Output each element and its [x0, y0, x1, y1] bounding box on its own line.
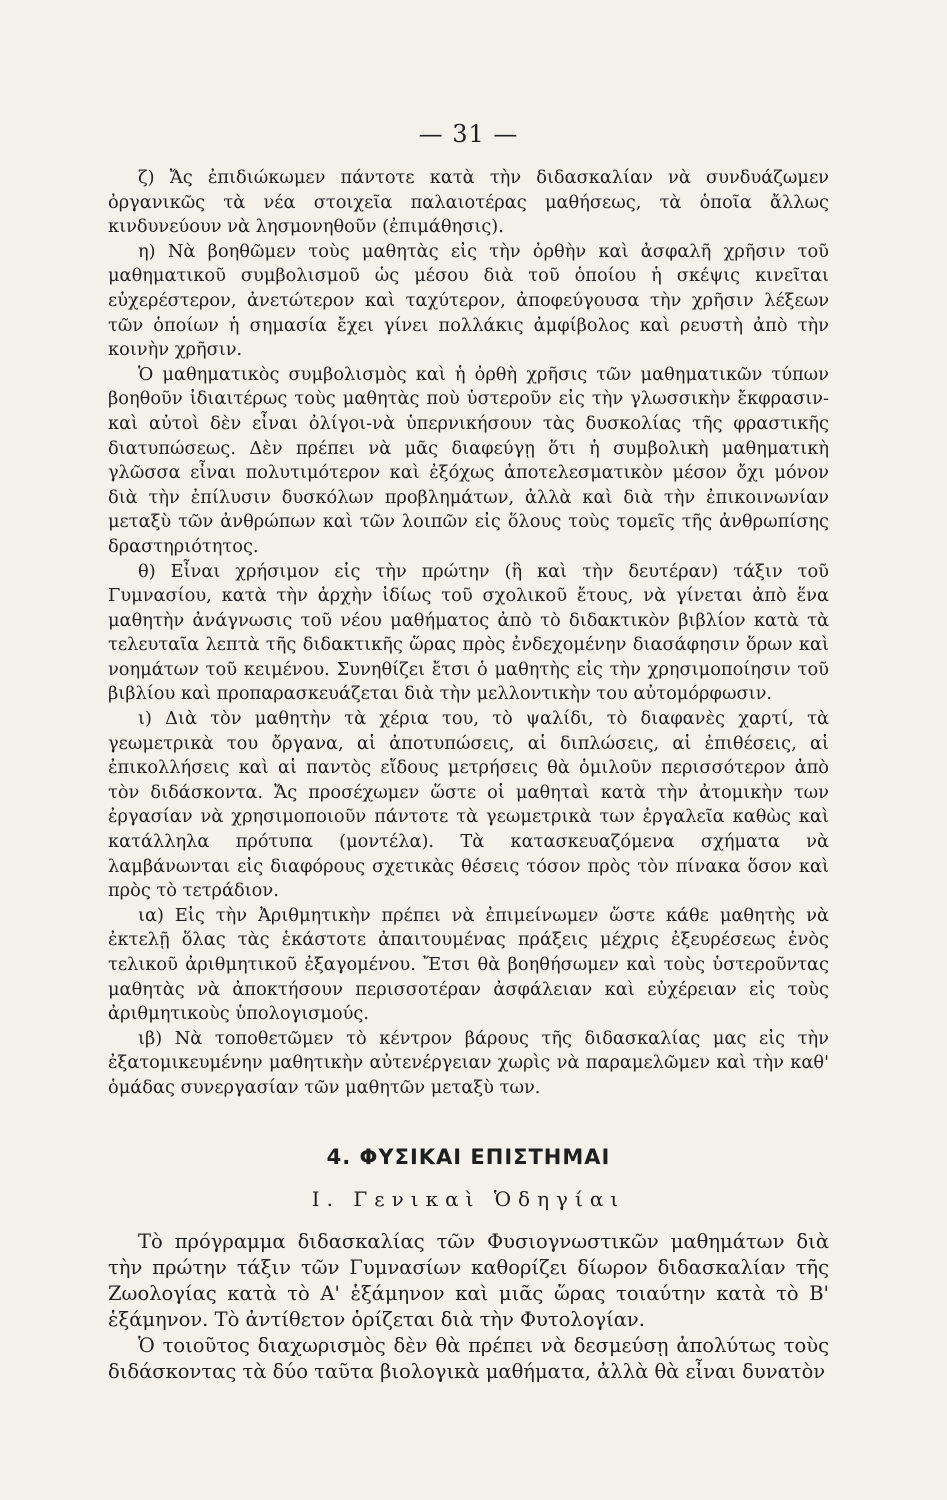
section-paragraph-program: Τὸ πρόγραμμα διδασκαλίας τῶν Φυσιογνωστικῶν μαθημάτων διὰ τὴν πρώτην τάξιν τῶν Γυμνασίων καθορίζει δίωρον διδασκαλίαν τῆς Ζωολογίας κατὰ τὸ Α' ἑξάμηνον καὶ μιᾶς ὥρας τοιαύτην κατὰ τὸ Β' ἑξάμηνον. Τὸ ἀντίθετον ὁρίζεται διὰ τὴν Φυτολογίαν. [108, 1229, 829, 1331]
paragraph-theta: θ) Εἶναι χρήσιμον εἰς τὴν πρώτην (ἢ καὶ τὴν δευτέραν) τάξιν τοῦ Γυμνασίου, κατὰ τὴν ἀρχὴν ἰδίως τοῦ σχολικοῦ ἔτους, νὰ γίνεται ἀπὸ ἕνα μαθητὴν ἀνάγνωσις τοῦ νέου μαθήματος ἀπὸ τὸ διδακτικὸν βιβλίον κατὰ τὰ τελευταῖα λεπτὰ τῆς διδακτικῆς ὥρας πρὸς ἐνδεχομένην διασάφησιν ὅρων καὶ νοημάτων τοῦ κειμένου. Συνηθίζει ἔτσι ὁ μαθητὴς εἰς τὴν χρησιμοποίησιν τοῦ βιβλίου καὶ προπαρασκευάζεται διὰ τὴν μελλοντικὴν του αὐτομόρφωσιν. [108, 560, 829, 705]
paragraph-zeta: ζ) Ἄς ἐπιδιώκωμεν πάντοτε κατὰ τὴν διδασκαλίαν νὰ συνδυάζωμεν ὀργανικῶς τὰ νέα στοιχεῖα παλαιοτέρας μαθήσεως, τὰ ὁποῖα ἄλλως κινδυνεύουν νὰ λησμονηθοῦν (ἐπιμάθησις). [108, 167, 829, 238]
page-number: — 31 — [418, 120, 519, 148]
section-paragraph-separation: Ὁ τοιοῦτος διαχωρισμὸς δὲν θὰ πρέπει νὰ δεσμεύσῃ ἀπολύτως τοὺς διδάσκοντας τὰ δύο ταῦτα βιολογικὰ μαθήματα, ἀλλὰ θὰ εἶναι δυνατὸν [108, 1333, 829, 1383]
paragraph-iota: ι) Διὰ τὸν μαθητὴν τὰ χέρια του, τὸ ψαλίδι, τὸ διαφανὲς χαρτί, τὰ γεωμετρικὰ του ὄργανα, αἱ ἀποτυπώσεις, αἱ διπλώσεις, αἱ ἐπιθέσεις, αἱ ἐπικολλήσεις καὶ αἱ παντὸς εἴδους μετρήσεις θὰ ὁμιλοῦν περισσότερον ἀπὸ τὸν διδάσκοντα. Ἄς προσέχωμεν ὥστε οἱ μαθηταὶ κατὰ τὴν ἀτομικὴν των ἐργασίαν νὰ χρησιμοποιοῦν πάντοτε τὰ γεωμετρικὰ των ἐργαλεῖα καθὼς καὶ κατάλληλα πρότυπα (μοντέλα). Τὰ κατασκευαζόμενα σχήματα νὰ λαμβάνωνται εἰς διαφόρους σχετικὰς θέσεις τόσον πρὸς τὸν πίνακα ὅσον καὶ πρὸς τὸ τετράδιον. [108, 708, 829, 902]
subsection-title: Ι. Γενικαὶ Ὁδηγίαι [311, 1186, 626, 1211]
section-title: 4. ΦΥΣΙΚΑΙ ΕΠΙΣΤΗΜΑΙ [326, 1144, 611, 1169]
paragraph-iota-beta: ιβ) Νὰ τοποθετῶμεν τὸ κέντρον βάρους τῆς διδασκαλίας μας εἰς τὴν ἐξατομικευμένην μαθητικὴν αὐτενέργειαν χωρὶς νὰ παραμελῶμεν καὶ τὴν καθ' ὁμάδας συνεργασίαν τῶν μαθητῶν μεταξὺ των. [108, 1027, 829, 1098]
paragraph-iota-alpha: ια) Εἰς τὴν Ἀριθμητικὴν πρέπει νὰ ἐπιμείνωμεν ὥστε κάθε μαθητὴς νὰ ἐκτελῇ ὅλας τὰς ἑκάστοτε ἀπαιτουμένας πράξεις μέχρις ἐξευρέσεως ἑνὸς τελικοῦ ἀριθμητικοῦ ἐξαγομένου. Ἔτσι θὰ βοηθήσωμεν καὶ τοὺς ὑστεροῦντας μαθητὰς νὰ ἀποκτήσουν περισσοτέραν ἀσφάλειαν καὶ εὐχέρειαν εἰς τοὺς ἀριθμητικοὺς ὑπολογισμούς. [108, 904, 829, 1025]
paragraph-eta: η) Νὰ βοηθῶμεν τοὺς μαθητὰς εἰς τὴν ὀρθὴν καὶ ἀσφαλῆ χρῆσιν τοῦ μαθηματικοῦ συμβολισμοῦ ὡς μέσου διὰ τοῦ ὁποίου ἡ σκέψις κινεῖται εὐχερέστερον, ἀνετώτερον καὶ ταχύτερον, ἀποφεύγουσα τὴν χρῆσιν λέξεων τῶν ὁποίων ἡ σημασία ἔχει γίνει πολλάκις ἀμφίβολος καὶ ρευστὴ ἀπὸ τὴν κοινὴν χρῆσιν. [108, 240, 829, 361]
paragraph-symbolism: Ὁ μαθηματικὸς συμβολισμὸς καὶ ἡ ὀρθὴ χρῆσις τῶν μαθηματικῶν τύπων βοηθοῦν ἰδιαιτέρως τοὺς μαθητὰς ποὺ ὑστεροῦν εἰς τὴν γλωσσικὴν ἔκφρασιν-καὶ αὐτοὶ δὲν εἶναι ὀλίγοι-νὰ ὑπερνικήσουν τὰς δυσκολίας τῆς φραστικῆς διατυπώσεως. Δὲν πρέπει νὰ μᾶς διαφεύγῃ ὅτι ἡ συμβολικὴ μαθηματικὴ γλῶσσα εἶναι πολυτιμότερον καὶ ἐξόχως ἀποτελεσματικὸν μέσον ὄχι μόνον διὰ τὴν ἐπίλυσιν δυσκόλων προβλημάτων, ἀλλὰ καὶ διὰ τὴν ἐπικοινωνίαν μεταξὺ τῶν ἀνθρώπων καὶ τῶν λοιπῶν εἰς ὅλους τοὺς τομεῖς τῆς ἀνθρωπίσης δραστηριότητος. [108, 363, 829, 557]
